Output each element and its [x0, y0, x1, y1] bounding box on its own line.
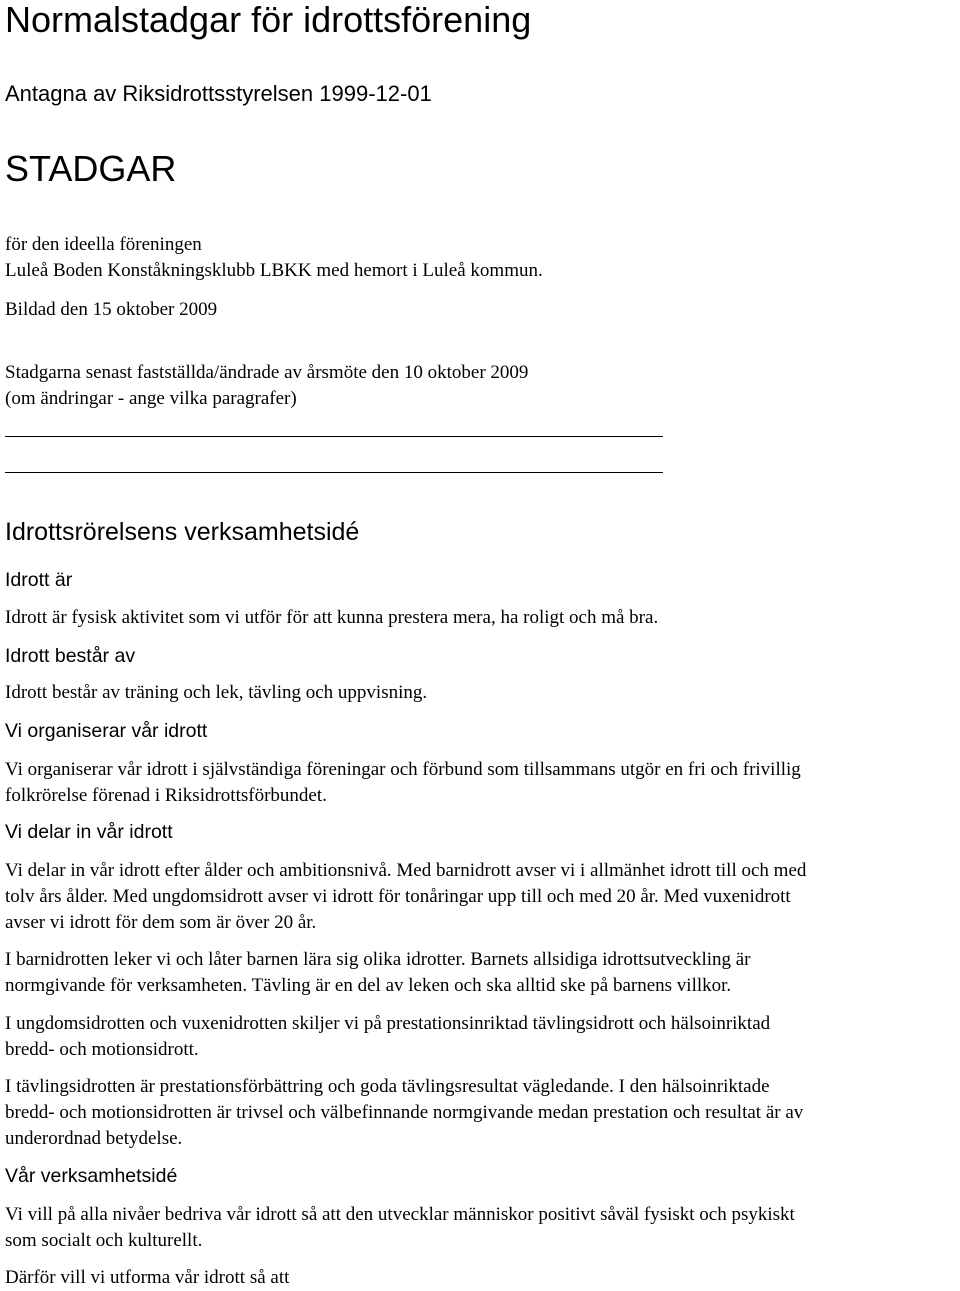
organiserar-text-line-1: Vi organiserar vår idrott i självständiga föreningar och förbund som tillsammans utgör en fri och frivillig — [5, 759, 801, 780]
tavlingsidrott-line-3: underordnad betydelse. — [5, 1128, 183, 1149]
tavlingsidrott-line-2: bredd- och motionsidrotten är trivsel och välbefinnande normgivande medan prestation och resultat är av — [5, 1102, 804, 1123]
idrott-ar-text: Idrott är fysisk aktivitet som vi utför för att kunna prestera mera, ha roligt och må bra. — [5, 607, 659, 628]
delar-in-p1-line-3: avser vi idrott för dem som är över 20 år. — [5, 912, 317, 933]
document-title: Normalstadgar för idrottsförening — [5, 0, 532, 40]
amendment-blank-line-1 — [5, 436, 663, 437]
amendment-blank-line-2 — [5, 472, 663, 473]
organiserar-text-line-2: folkrörelse förenad i Riksidrottsförbundet. — [5, 785, 327, 806]
amendments-line: (om ändringar - ange vilka paragrafer) — [5, 388, 297, 409]
ratified-line: Stadgarna senast fastställda/ändrade av årsmöte den 10 oktober 2009 — [5, 362, 529, 383]
organiserar-heading: Vi organiserar vår idrott — [5, 720, 208, 742]
stadgar-heading: STADGAR — [5, 148, 177, 189]
delar-in-heading: Vi delar in vår idrott — [5, 821, 173, 843]
association-line-1: för den ideella föreningen — [5, 234, 202, 255]
delar-in-p1-line-2: tolv års ålder. Med ungdomsidrott avser vi idrott för tonåringar upp till och med 20 år. Med vuxenidrott — [5, 886, 791, 907]
barnidrott-line-1: I barnidrotten leker vi och låter barnen lära sig olika idrotter. Barnets allsidiga idrottsutveckling är — [5, 949, 751, 970]
founded-line: Bildad den 15 oktober 2009 — [5, 299, 218, 320]
delar-in-p1-line-1: Vi delar in vår idrott efter ålder och ambitionsnivå. Med barnidrott avser vi i allmänhet idrott till och med — [5, 860, 807, 881]
section-heading: Idrottsrörelsens verksamhetsidé — [5, 518, 360, 546]
ungdomsidrott-line-2: bredd- och motionsidrott. — [5, 1039, 199, 1060]
ungdomsidrott-line-1: I ungdomsidrotten och vuxenidrotten skiljer vi på prestationsinriktad tävlingsidrott och hälsoinriktad — [5, 1013, 771, 1034]
idrott-ar-heading: Idrott är — [5, 569, 73, 591]
idrott-bestar-heading: Idrott består av — [5, 645, 136, 667]
tavlingsidrott-line-1: I tävlingsidrotten är prestationsförbättring och goda tävlingsresultat vägledande. I den hälsoinriktade — [5, 1076, 770, 1097]
association-line-2: Luleå Boden Konståkningsklubb LBKK med hemort i Luleå kommun. — [5, 260, 543, 281]
verksamhetside-line-2: som socialt och kulturellt. — [5, 1230, 203, 1251]
idrott-bestar-text: Idrott består av träning och lek, tävling och uppvisning. — [5, 682, 428, 703]
verksamhetside-line-1: Vi vill på alla nivåer bedriva vår idrott så att den utvecklar människor positivt såväl fysiskt och psykiskt — [5, 1204, 795, 1225]
verksamhetside-continuation: Därför vill vi utforma vår idrott så att — [5, 1267, 290, 1288]
barnidrott-line-2: normgivande för verksamheten. Tävling är en del av leken och ska alltid ske på barnens villkor. — [5, 975, 732, 996]
verksamhetside-heading: Vår verksamhetsidé — [5, 1165, 178, 1187]
adopted-line: Antagna av Riksidrottsstyrelsen 1999-12-01 — [5, 81, 432, 106]
